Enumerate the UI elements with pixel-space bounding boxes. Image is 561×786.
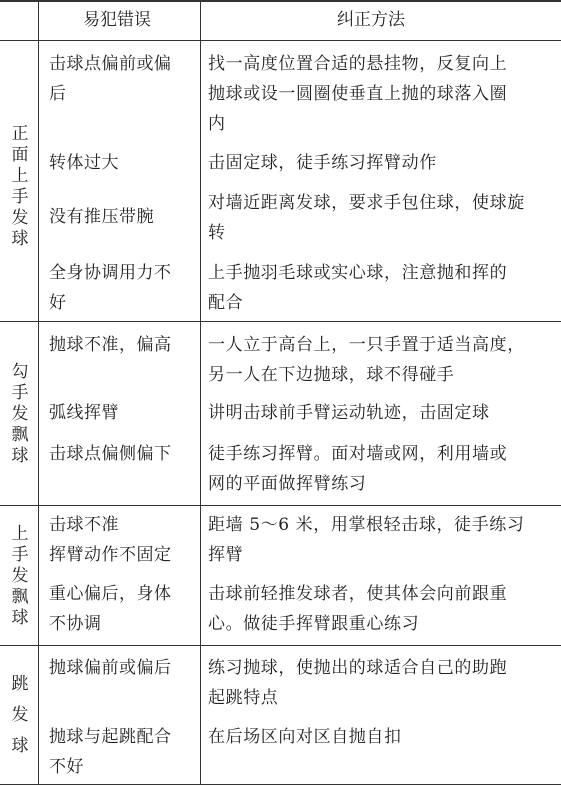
category-char: 勾 [11,362,29,382]
error-line: 挥臂动作不固定 [49,545,172,565]
fix-line: 击球前轻推发球者，使其体会向前跟重 [208,584,508,604]
error-line: 不好 [49,757,84,777]
fix-line: 对墙近距离发球，要求手包住球，使球旋 [208,193,525,213]
group-divider [0,645,561,646]
category-char: 球 [11,736,29,756]
error-line: 弧线挥臂 [49,403,119,423]
fix-line: 讲明击球前手臂运动轨迹，击固定球 [208,403,490,423]
category-char: 上 [11,524,29,544]
table-header-rule [0,40,561,41]
fix-line: 距墙 5～6 米，用掌根轻击球，徒手练习 [208,515,525,535]
group-divider [0,505,561,506]
error-line: 抛球与起跳配合 [49,727,172,747]
error-line: 击球不准 [49,515,119,535]
error-line: 击球点偏侧偏下 [49,444,172,464]
fix-line: 心。做徒手挥臂跟重心练习 [208,614,420,634]
fix-line: 抛球或设一圆圈使垂直上抛的球落入圈 [208,84,508,104]
category-char: 发 [11,208,29,228]
category-char: 发 [11,705,29,725]
fix-line: 上手抛羽毛球或实心球，注意抛和挥的 [208,263,508,283]
error-line: 不协调 [49,614,102,634]
fix-line: 徒手练习挥臂。面对墙或网，利用墙或 [208,444,508,464]
category-char: 手 [11,187,29,207]
category-char: 球 [11,608,29,628]
category-char: 跳 [11,674,29,694]
fix-line: 另一人在下边抛球，球不得碰手 [208,365,455,385]
category-char: 面 [11,145,29,165]
fix-line: 内 [208,114,226,134]
table-bottom-rule [0,784,561,785]
category-char: 球 [11,446,29,466]
error-line: 抛球不准，偏高 [49,335,172,355]
category-char: 飘 [11,587,29,607]
table-top-rule [0,0,561,2]
fix-line: 练习抛球，使抛出的球适合自己的助跑 [208,658,508,678]
error-line: 转体过大 [49,153,119,173]
category-char: 正 [11,124,29,144]
fix-line: 挥臂 [208,545,244,565]
error-line: 没有推压带腕 [49,207,154,227]
header-fix: 纠正方法 [337,10,405,30]
fix-line: 在后场区向对区自抛自扣 [208,727,402,747]
category-char: 发 [11,566,29,586]
fix-line: 转 [208,223,226,243]
error-line: 好 [49,293,67,313]
error-line: 后 [49,84,67,104]
error-line: 全身协调用力不 [49,263,172,283]
header-error: 易犯错误 [83,10,151,30]
category-char: 飘 [11,425,29,445]
error-line: 抛球偏前或偏后 [49,658,172,678]
fix-line: 配合 [208,293,244,313]
error-line: 击球点偏前或偏 [49,54,172,74]
category-char: 发 [11,404,29,424]
category-char: 手 [11,545,29,565]
fix-line: 找一高度位置合适的悬挂物，反复向上 [208,54,508,74]
fix-line: 一人立于高台上，一只手置于适当高度， [208,335,525,355]
error-line: 重心偏后，身体 [49,584,172,604]
fix-line: 击固定球，徒手练习挥臂动作 [208,153,437,173]
category-char: 手 [11,383,29,403]
fix-line: 起跳特点 [208,688,279,708]
category-char: 上 [11,166,29,186]
column-divider-error [200,0,201,785]
column-divider-category [38,0,39,785]
fix-line: 网的平面做挥臂练习 [208,474,367,494]
category-char: 球 [11,229,29,249]
group-divider [0,321,561,322]
